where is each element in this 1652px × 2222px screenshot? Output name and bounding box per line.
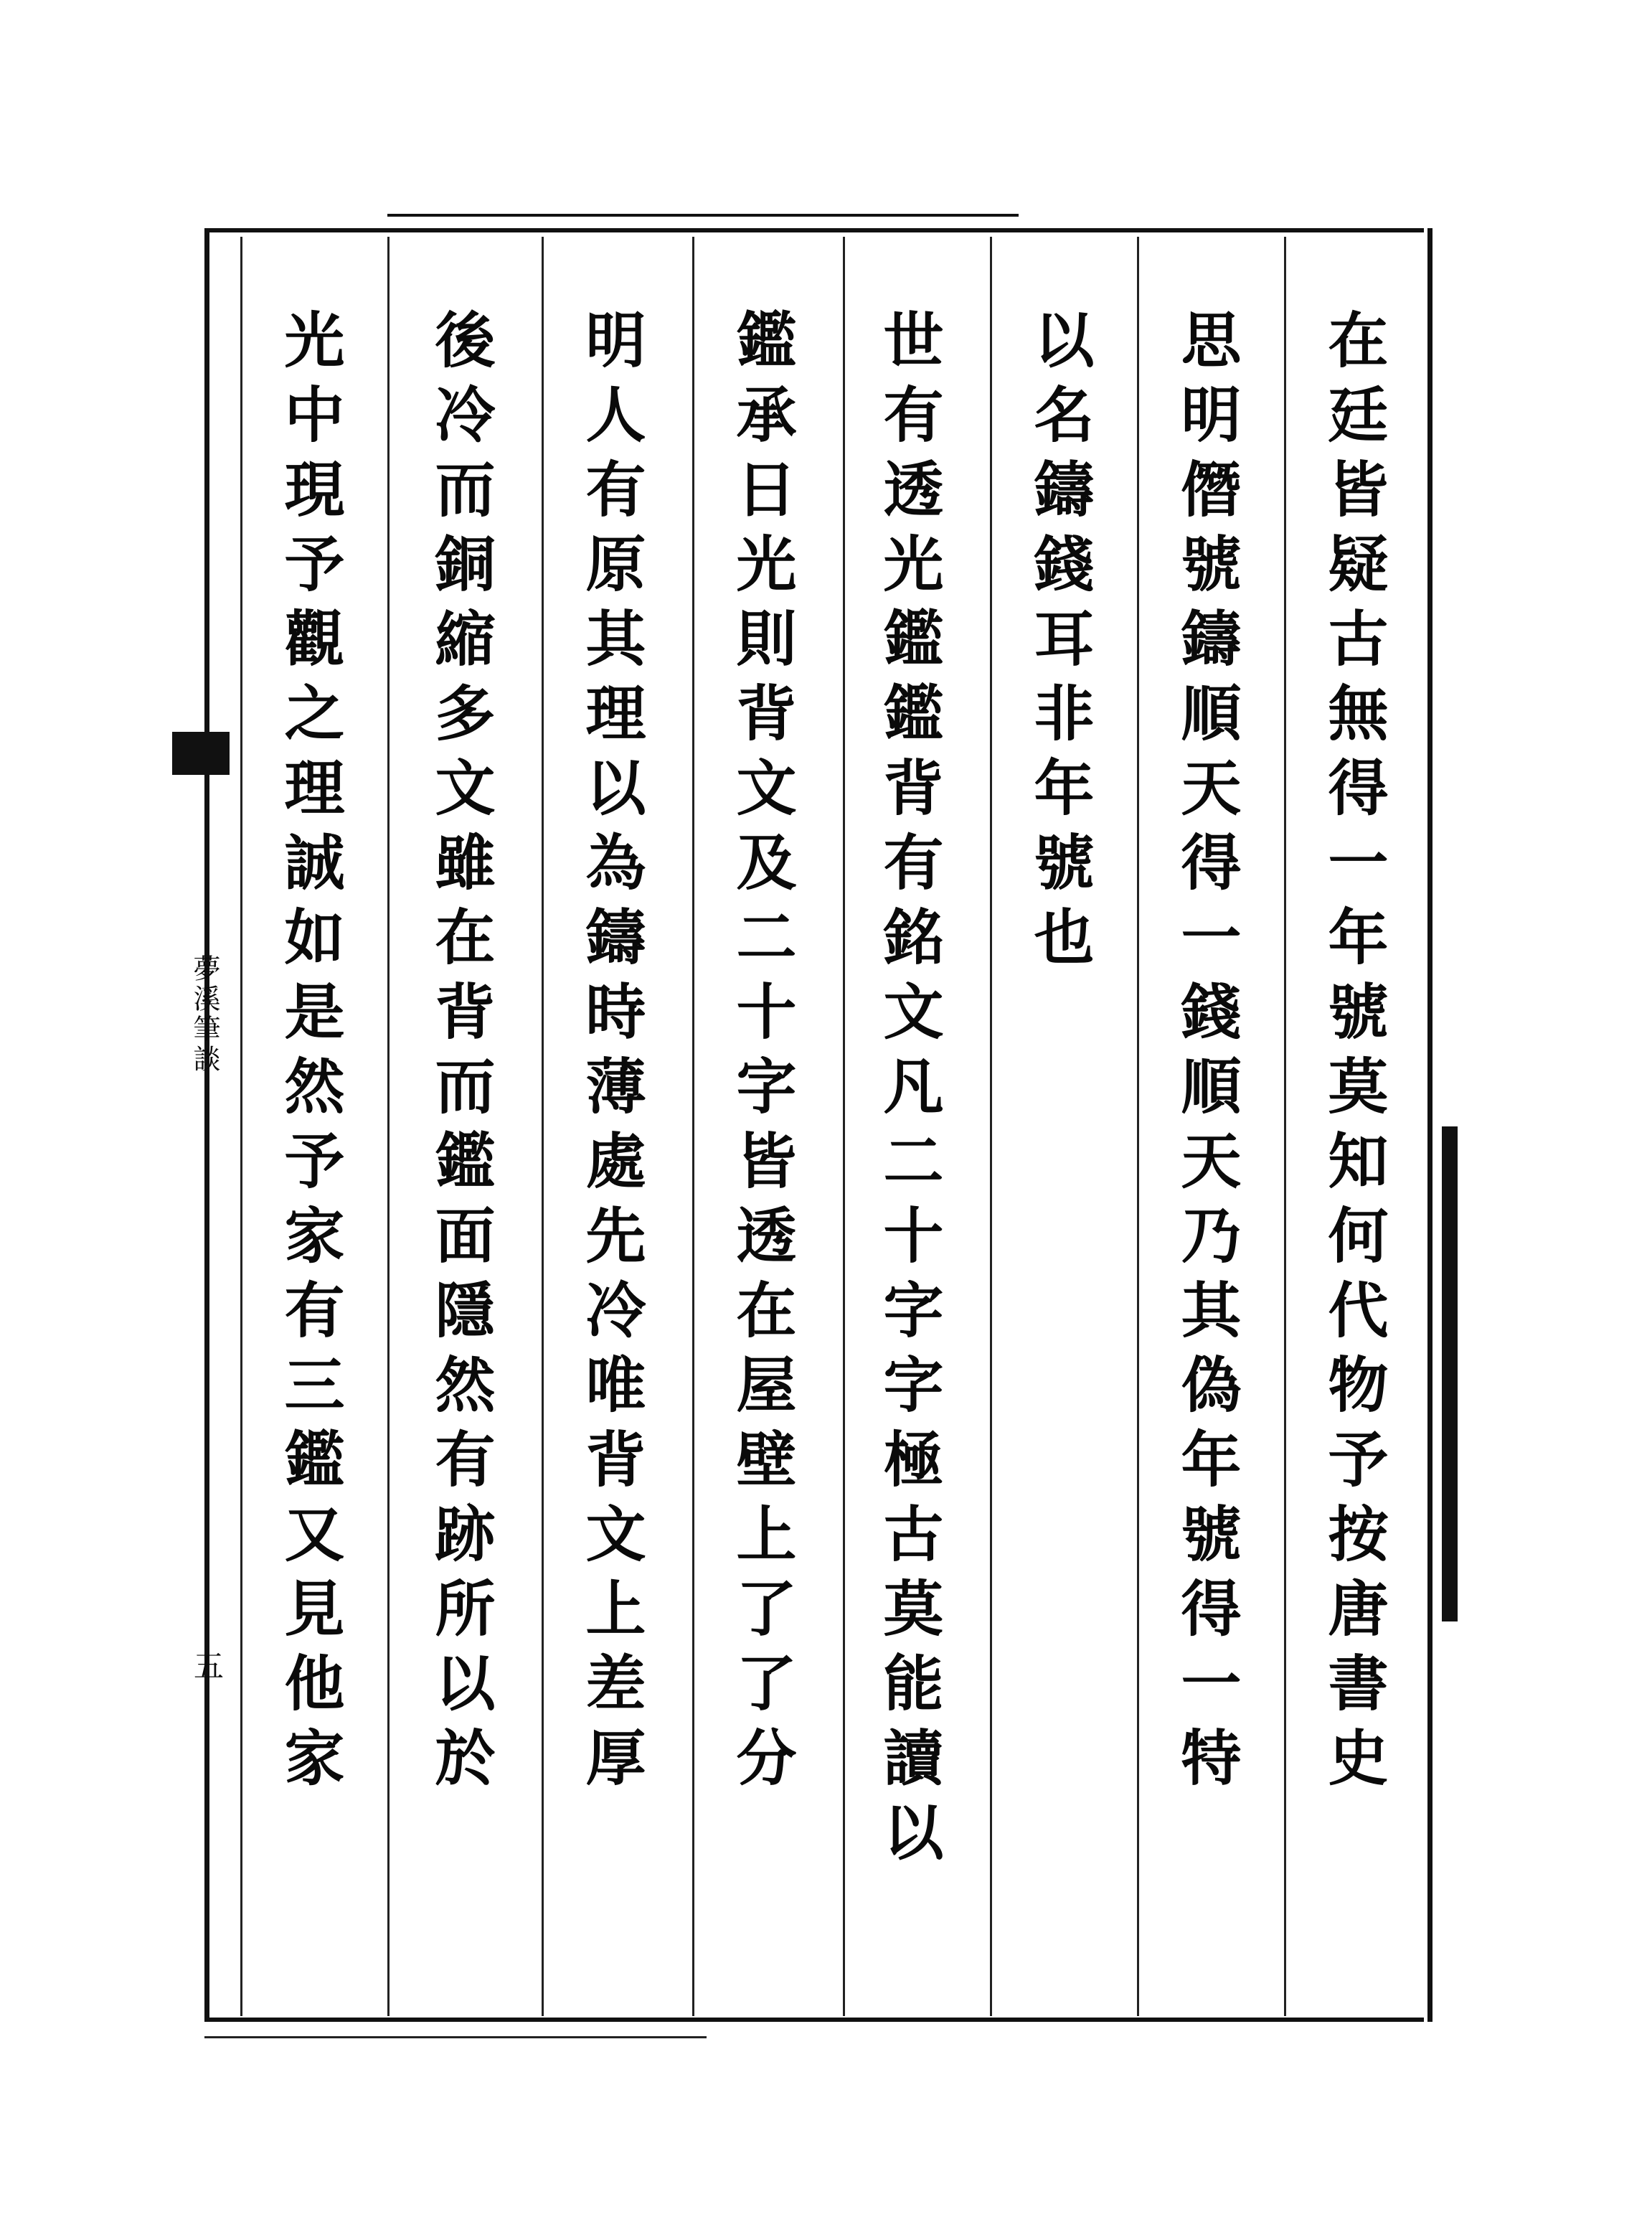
edge-bar bbox=[1442, 1126, 1458, 1621]
text-column-7: 後冷而銅縮多文雖在背而鑑面隱然有跡所以於 bbox=[425, 309, 496, 1801]
text-column-5: 鑑承日光則背文及二十字皆透在屋壁上了了分 bbox=[727, 309, 798, 1801]
top-rule bbox=[387, 214, 1019, 217]
column-divider bbox=[843, 237, 845, 2016]
column-divider bbox=[542, 237, 544, 2016]
text-column-6: 明人有原其理以為鑄時薄處先冷唯背文上差厚 bbox=[576, 309, 647, 1801]
text-column-1: 在廷皆疑古無得一年號莫知何代物予按唐書史 bbox=[1318, 309, 1389, 1801]
text-column-4: 世有透光鑑鑑背有銘文凡二十字字極古莫能讀以 bbox=[874, 309, 945, 1875]
text-column-3: 以名鑄錢耳非年號也 bbox=[1024, 309, 1095, 980]
frame-left-border bbox=[204, 228, 209, 2022]
column-divider bbox=[1284, 237, 1286, 2016]
margin-book-title: 夢溪筆談 bbox=[189, 954, 220, 1075]
frame-right-border bbox=[1427, 228, 1432, 2022]
bottom-rule bbox=[204, 2036, 707, 2038]
column-divider bbox=[692, 237, 694, 2016]
text-column-2: 思明僭號鑄順天得一錢順天乃其偽年號得一特 bbox=[1171, 309, 1242, 1801]
column-divider bbox=[387, 237, 390, 2016]
frame-bottom-border bbox=[204, 2018, 1424, 2022]
column-divider bbox=[1137, 237, 1139, 2016]
fish-tail-mark bbox=[172, 732, 230, 775]
column-divider bbox=[240, 237, 242, 2016]
column-divider bbox=[990, 237, 992, 2016]
text-column-8: 光中現予觀之理誠如是然予家有三鑑又見他家 bbox=[275, 309, 346, 1801]
margin-page-number: 五 bbox=[189, 1650, 225, 1680]
frame-top-border bbox=[204, 228, 1424, 232]
